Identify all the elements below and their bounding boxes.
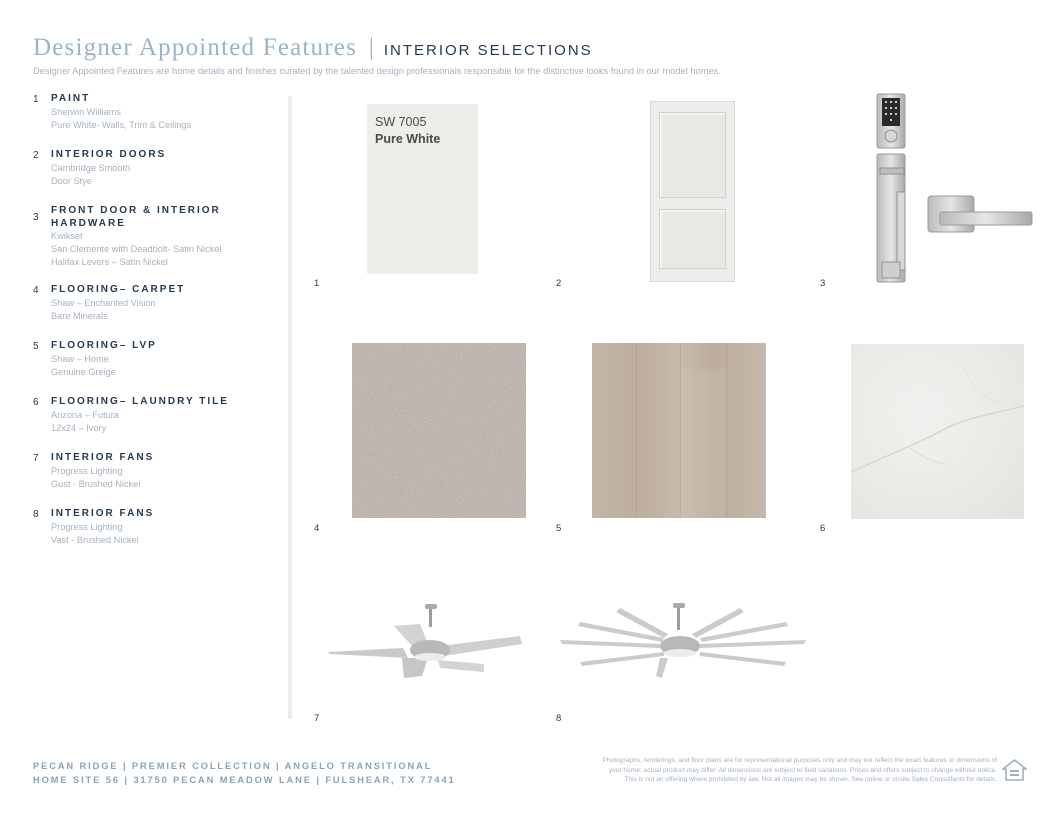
selection-item-fan-gust xyxy=(33,452,273,508)
selection-detail: Bare Minerals xyxy=(51,310,108,321)
selection-title: INTERIOR FANS xyxy=(51,508,155,519)
selection-number: 2 xyxy=(33,150,40,161)
selection-item-laundry-tile xyxy=(33,396,273,452)
selection-detail: Pure White- Walls, Trim & Ceilings xyxy=(51,119,192,130)
door-panel-bottom xyxy=(659,209,726,269)
paint-code: SW 7005 xyxy=(375,115,427,129)
selection-detail: Arizona – Futura xyxy=(51,409,119,420)
lvp-swatch-image xyxy=(592,343,766,518)
equal-housing-icon xyxy=(1002,758,1027,783)
disclaimer-line: your home; actual product may differ. All dimensions are subject to field variations. Prices and offers subject to change without notice. xyxy=(608,766,997,774)
laundry-tile-image xyxy=(851,344,1024,519)
door-panel-top xyxy=(659,112,726,198)
page-subtitle: INTERIOR SELECTIONS xyxy=(383,42,593,59)
selection-number: 6 xyxy=(33,397,40,408)
image-label: 4 xyxy=(314,523,320,534)
selection-detail: Shaw – Enchanted Vision xyxy=(51,297,156,308)
selection-item-carpet xyxy=(33,284,273,340)
image-label: 5 xyxy=(556,523,562,534)
page-header xyxy=(33,34,593,62)
disclaimer-line: Photographs, renderings, and floor plans are for representational purposes only and may not reflect the exact features or dimensions of xyxy=(602,757,997,764)
selection-detail: Progress Lighting xyxy=(51,465,123,476)
selection-title: FRONT DOOR & INTERIOR HARDWARE xyxy=(51,205,221,229)
image-label: 2 xyxy=(556,278,562,289)
selection-title: INTERIOR FANS xyxy=(51,452,155,463)
selection-detail: Progress Lighting xyxy=(51,521,123,532)
selection-detail: Shaw – Home xyxy=(51,353,109,364)
selection-number: 4 xyxy=(33,285,40,296)
image-label: 3 xyxy=(820,278,826,289)
community-line: PECAN RIDGE | PREMIER COLLECTION | ANGELO TRANSITIONAL xyxy=(33,761,433,771)
legal-disclaimer xyxy=(510,756,997,785)
image-label: 1 xyxy=(314,278,320,289)
selection-item-hardware xyxy=(33,205,273,284)
column-divider xyxy=(288,96,292,719)
community-info xyxy=(33,759,456,787)
paint-swatch-image xyxy=(367,104,478,274)
selection-detail: Kwikset xyxy=(51,231,83,241)
plank-highlight xyxy=(680,369,726,518)
selection-number: 7 xyxy=(33,453,40,464)
image-label: 7 xyxy=(314,713,320,724)
selection-detail: Vast - Brushed Nickel xyxy=(51,534,139,545)
plank-seam xyxy=(636,343,637,518)
interior-door-image xyxy=(650,101,735,282)
selection-detail: Halifax Levers – Satin Nickel xyxy=(51,257,168,267)
selection-title: FLOORING– LVP xyxy=(51,340,157,351)
carpet-swatch-image xyxy=(352,343,526,518)
selection-detail: Genuine Greige xyxy=(51,366,116,377)
selection-list xyxy=(33,93,273,564)
selection-detail: 12x24 – Ivory xyxy=(51,422,107,433)
selection-title: INTERIOR DOORS xyxy=(51,149,167,160)
disclaimer-line: This is not an offering where prohibited by law. Not all images may be shown. See online or onsite Sales Consultants for details. xyxy=(624,776,997,784)
paint-name: Pure White xyxy=(375,132,441,146)
selection-title: FLOORING– LAUNDRY TILE xyxy=(51,396,229,407)
selection-detail: Door Stye xyxy=(51,175,92,186)
title-separator: | xyxy=(369,35,374,61)
selection-detail: Sherwin Williams xyxy=(51,106,121,117)
intro-text: Designer Appointed Features are home details and finishes curated by the talented design professionals responsible for the distinctive looks found in our model homes. xyxy=(33,66,721,76)
selection-title: FLOORING– CARPET xyxy=(51,284,186,295)
selection-item-paint xyxy=(33,93,273,149)
plank-seam xyxy=(726,343,727,518)
image-label: 8 xyxy=(556,713,562,724)
selection-item-lvp xyxy=(33,340,273,396)
ceiling-fan-gust-image xyxy=(328,600,522,680)
selection-number: 8 xyxy=(33,509,40,520)
image-label: 6 xyxy=(820,523,826,534)
selection-number: 5 xyxy=(33,341,40,352)
selection-number: 3 xyxy=(33,212,40,223)
selection-detail: San Clemente with Deadbolt- Satin Nickel xyxy=(51,244,222,254)
selection-number: 1 xyxy=(33,94,40,105)
address-line: HOME SITE 56 | 31750 PECAN MEADOW LANE | FULSHEAR, TX 77441 xyxy=(33,775,456,785)
ceiling-fan-vast-image xyxy=(560,600,806,680)
selection-detail: Gust - Brushed Nickel xyxy=(51,478,141,489)
selection-detail: Cambridge Smooth xyxy=(51,162,131,173)
page-title: Designer Appointed Features xyxy=(33,34,358,61)
selection-item-interior-doors xyxy=(33,149,273,205)
selection-title: PAINT xyxy=(51,93,91,104)
door-hardware-image xyxy=(870,92,1040,292)
selection-item-fan-vast xyxy=(33,508,273,564)
